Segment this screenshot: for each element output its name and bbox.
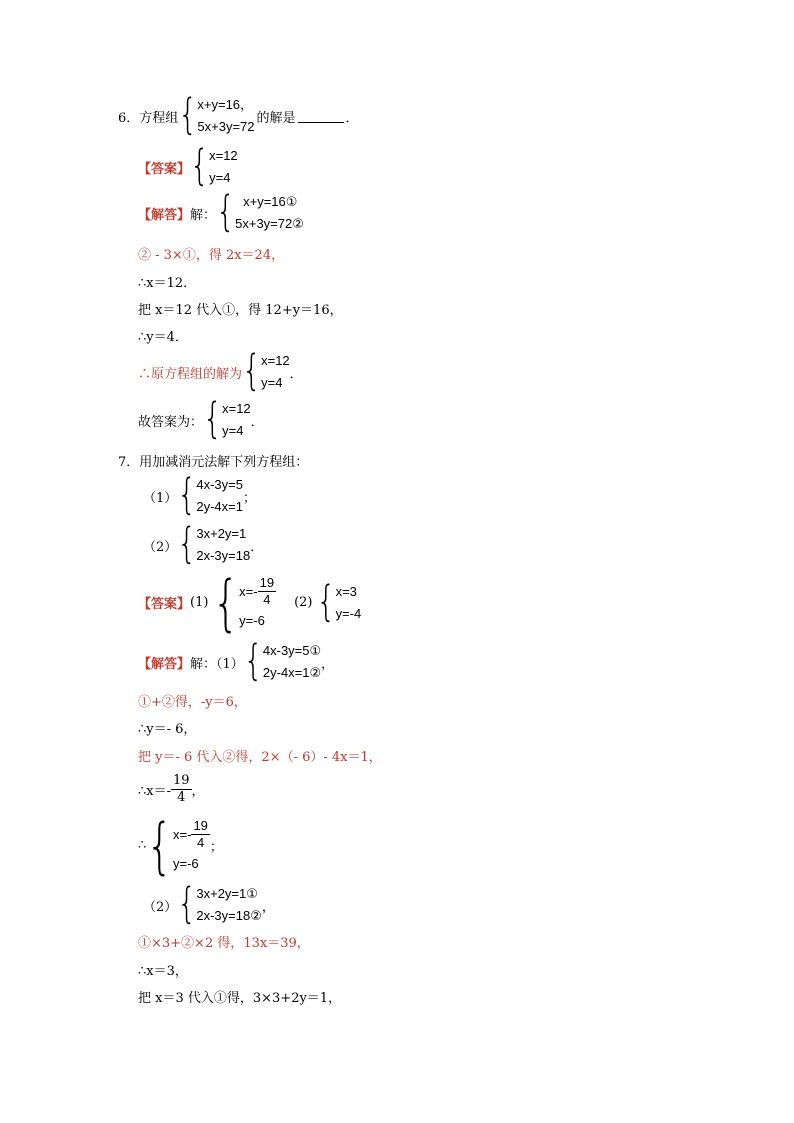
q7-p1-label: （1） [143, 490, 178, 506]
q7-sol2-eq1: 3x+2y=1① [196, 886, 258, 901]
q6-step5-end: ． [289, 366, 303, 382]
q7-solution-line [138, 636, 335, 686]
q7-p2-eq1: 3x+2y=1 [196, 526, 247, 541]
q6-answer-blank [298, 110, 344, 123]
brace-icon: { [146, 809, 174, 881]
q6-final-text: 故答案为： [138, 414, 204, 430]
q7-p2-eq2: 2x-3y=18 [196, 548, 251, 563]
q6-step5-system [242, 346, 290, 396]
q6-sol-eq1: x+y=16① [243, 194, 298, 209]
q7-s4-end: ， [191, 784, 205, 799]
fraction [191, 818, 209, 851]
fraction-numerator: 19 [173, 773, 190, 788]
q7-answer-line [138, 566, 362, 638]
q6-step5-line [138, 346, 303, 396]
brace-icon: { [243, 636, 263, 686]
q7-sol1-eq2: 2y-4x=1② [262, 665, 322, 680]
fraction-numerator: 19 [259, 575, 275, 590]
brace-icon: { [216, 187, 236, 237]
q6-eq2: 5x+3y=72 [197, 119, 255, 134]
brace-icon: { [178, 90, 198, 140]
q6-end: ． [345, 110, 359, 126]
fraction-denominator: 4 [177, 790, 186, 805]
fraction-denominator: 4 [197, 835, 205, 850]
q6-system [178, 90, 255, 140]
q6-step2: ∴x＝12． [138, 276, 197, 291]
q6-suffix: 的解是 [256, 110, 296, 126]
q6-final-end: ． [250, 414, 264, 430]
q6-eq1: x+y=16， [197, 97, 254, 112]
q6-final-eq1: x=12 [222, 401, 251, 416]
brace-icon: { [177, 519, 197, 569]
q7-sol2-line [143, 879, 275, 929]
q7-ans2-eq1: x=3 [335, 583, 357, 599]
q7-p1-eq2: 2y-4x=1 [196, 499, 243, 514]
q7-ans1-eq1 [239, 575, 276, 608]
q6-prompt: 方程组 [139, 110, 179, 126]
q6-step5-eq2: y=4 [261, 375, 283, 390]
q7-sol1-system [243, 636, 322, 686]
q7-s5-x-prefix: x=- [173, 826, 192, 842]
q7-ans1-x-prefix: x=- [239, 583, 258, 599]
q6-solution-tag: 【解答】 [138, 207, 191, 223]
q7-p1-system [177, 470, 243, 520]
q7-sol2-end: ， [261, 899, 275, 915]
fraction-numerator: 19 [193, 818, 208, 833]
q7-p1-eq1: 4x-3y=5 [196, 477, 243, 492]
q7-part2-line [143, 519, 264, 569]
q7-sol2-eq2: 2x-3y=18② [196, 908, 262, 923]
q6-answer-eq2: y=4 [209, 170, 231, 185]
q7-s5-eq2: y=-6 [173, 856, 199, 871]
q7-sol1-end: ， [321, 656, 335, 672]
q7-s5-eq1 [173, 818, 210, 851]
q7-ans1-label: (1) [190, 595, 209, 610]
q7-sol2-system [177, 879, 262, 929]
q6-step3: 把 x＝12 代入①，得 12+y＝16， [138, 303, 343, 318]
q7-s3: 把 y＝- 6 代入②得，2×（- 6）- 4x＝1， [138, 750, 382, 765]
q7-p2-system [177, 519, 251, 569]
fraction-denominator: 4 [263, 592, 271, 607]
q6-answer-system [190, 141, 238, 191]
q7-s5-line [138, 809, 223, 881]
q7-solution-tag: 【解答】 [138, 656, 191, 672]
q7-s5-end: ； [209, 840, 223, 855]
q7-t1: ①×3+②×2 得，13x＝39， [138, 936, 310, 951]
q7-s2: ∴y＝- 6， [138, 722, 197, 737]
q7-answer-tag: 【答案】 [138, 597, 191, 612]
brace-icon: { [212, 566, 240, 638]
q6-step4: ∴y＝4． [138, 330, 188, 345]
q6-solution-system [216, 187, 304, 237]
fraction [171, 773, 192, 806]
q7-prompt: 用加减消元法解下列方程组： [139, 455, 309, 470]
q7-p2-end: ． [250, 539, 264, 555]
q6-answer-line [138, 141, 238, 191]
q6-step5-text: ∴原方程组的解为 [138, 366, 243, 382]
q7-ans1-eq2: y=-6 [239, 613, 265, 628]
brace-icon: { [203, 394, 223, 444]
brace-icon: { [190, 141, 210, 191]
q7-t2: ∴x＝3， [138, 964, 188, 979]
q6-solution-intro: 解： [190, 207, 217, 223]
brace-icon: { [242, 346, 262, 396]
q7-ans2-label: (2) [294, 595, 313, 610]
q7-s4-prefix: ∴x＝- [138, 784, 171, 799]
q7-p2-label: （2） [143, 539, 178, 555]
q7-t3: 把 x＝3 代入①得，3×3+2y＝1， [138, 991, 342, 1006]
q7-sol2-label: （2） [143, 899, 178, 915]
q7-question-line [118, 451, 308, 470]
q7-s1: ①+②得，-y＝6， [138, 695, 247, 710]
q7-s5-system [146, 809, 210, 881]
q6-question-line [118, 90, 359, 140]
q7-solution-intro: 解：（1） [190, 656, 244, 672]
q7-ans1-system [212, 566, 276, 638]
q6-solution-line [138, 187, 304, 237]
q7-ans2-eq2: y=-4 [335, 605, 362, 621]
q6-answer-tag: 【答案】 [138, 161, 191, 177]
q6-answer-eq1: x=12 [209, 148, 238, 163]
q7-p1-end: ； [243, 490, 257, 506]
q7-s4-line [138, 773, 205, 806]
q6-final-line [138, 394, 264, 444]
q7-s5-prefix: ∴ [138, 838, 147, 853]
q7-part1-line [143, 470, 257, 520]
q6-number: 6． [118, 110, 140, 126]
q6-final-eq2: y=4 [222, 423, 244, 438]
brace-icon: { [177, 879, 197, 929]
q6-step1: ② - 3×①，得 2x＝24， [138, 248, 285, 263]
q7-sol1-eq1: 4x-3y=5① [262, 643, 322, 658]
brace-icon: { [177, 470, 197, 520]
q6-final-system [203, 394, 251, 444]
brace-icon: { [316, 577, 336, 627]
q7-ans2-system [316, 577, 362, 627]
q6-step5-eq1: x=12 [261, 353, 290, 368]
q6-sol-eq2: 5x+3y=72② [235, 216, 304, 231]
q7-number: 7． [118, 455, 140, 470]
fraction [258, 575, 276, 608]
